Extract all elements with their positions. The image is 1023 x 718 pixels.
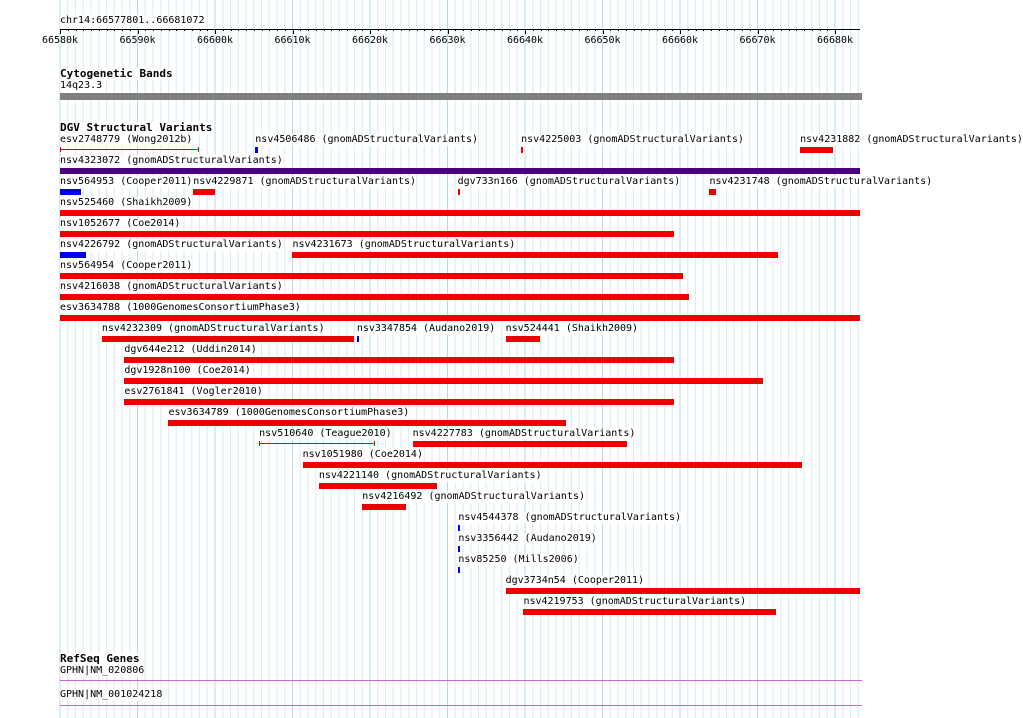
gene-label-nm-020806: GPHN|NM_020806: [60, 665, 145, 676]
variant-feature[interactable]: [60, 168, 860, 174]
ruler-minor-tick: [510, 29, 511, 31]
refseq-track-title: RefSeq Genes: [60, 652, 140, 665]
ruler-minor-tick: [548, 29, 549, 31]
ruler-tick-label: 66650k: [584, 35, 621, 46]
ruler-minor-tick: [262, 29, 263, 31]
ruler-minor-tick: [533, 29, 534, 31]
ruler-tick: [138, 29, 139, 34]
variant-feature[interactable]: [357, 336, 359, 342]
variant-label: nsv4506486 (gnomADStructuralVariants): [255, 134, 479, 145]
ruler-tick: [680, 29, 681, 34]
ruler-tick-label: 66610k: [274, 35, 311, 46]
ruler-tick-label: 66580k: [41, 35, 79, 46]
ruler-minor-tick: [541, 29, 542, 31]
ruler-tick: [525, 29, 526, 34]
variant-feature[interactable]: [255, 147, 257, 153]
ruler-minor-tick: [277, 29, 278, 31]
ruler-minor-tick: [300, 29, 301, 31]
variant-label: esv3634789 (1000GenomesConsortiumPhase3): [168, 407, 410, 418]
variant-label: nsv564954 (Cooper2011): [60, 260, 193, 271]
ruler-minor-tick: [626, 29, 627, 31]
variant-label: nsv4231882 (gnomADStructuralVariants): [800, 134, 1023, 145]
ruler-minor-tick: [719, 29, 720, 31]
ruler-minor-tick: [781, 29, 782, 31]
variant-label: nsv1051980 (Coe2014): [302, 449, 423, 460]
variant-feature[interactable]: [124, 378, 763, 384]
ruler-minor-tick: [463, 29, 464, 31]
variant-feature[interactable]: [60, 294, 689, 300]
variant-label: nsv85250 (Mills2006): [458, 554, 579, 565]
ruler-minor-tick: [765, 29, 766, 31]
ruler-tick: [293, 29, 294, 34]
ruler-tick: [370, 29, 371, 34]
ruler-minor-tick: [176, 29, 177, 31]
variant-feature[interactable]: [709, 189, 715, 195]
ruler-minor-tick: [703, 29, 704, 31]
ruler-minor-tick: [804, 29, 805, 31]
variant-label: nsv4216038 (gnomADStructuralVariants): [60, 281, 283, 292]
ruler-minor-tick: [107, 29, 108, 31]
ruler-minor-tick: [378, 29, 379, 31]
variant-feature[interactable]: [506, 336, 541, 342]
ruler-minor-tick: [145, 29, 146, 31]
variant-label: nsv564953 (Cooper2011): [60, 176, 193, 187]
ruler-minor-tick: [486, 29, 487, 31]
ruler-minor-tick: [727, 29, 728, 31]
ruler-minor-tick: [68, 29, 69, 31]
ruler-minor-tick: [269, 29, 270, 31]
variant-label: nsv4227783 (gnomADStructuralVariants): [412, 428, 636, 439]
variant-feature[interactable]: [458, 525, 460, 531]
ruler-minor-tick: [362, 29, 363, 31]
ruler-tick-label: 66630k: [429, 35, 466, 46]
ruler-minor-tick: [773, 29, 774, 31]
dgv-track-title: DGV Structural Variants: [60, 121, 213, 134]
variant-label: nsv1052677 (Coe2014): [60, 218, 181, 229]
ruler-axis: [60, 29, 860, 30]
variant-feature[interactable]: [458, 567, 460, 573]
variant-label: nsv4231673 (gnomADStructuralVariants): [292, 239, 516, 250]
gene-model-nm-001024218[interactable]: [60, 705, 862, 706]
ruler-minor-tick: [471, 29, 472, 31]
variant-feature[interactable]: [60, 147, 199, 152]
ruler-minor-tick: [595, 29, 596, 31]
variant-feature[interactable]: [60, 231, 674, 237]
ruler-minor-tick: [238, 29, 239, 31]
ruler-tick-label: 66620k: [351, 35, 389, 46]
ruler-minor-tick: [153, 29, 154, 31]
ruler-minor-tick: [517, 29, 518, 31]
variant-feature[interactable]: [292, 252, 778, 258]
variant-label: nsv4323072 (gnomADStructuralVariants): [60, 155, 283, 166]
variant-label: esv3634788 (1000GenomesConsortiumPhase3): [60, 302, 301, 313]
ruler-minor-tick: [587, 29, 588, 31]
ruler-minor-tick: [254, 29, 255, 31]
ruler-minor-tick: [827, 29, 828, 31]
ruler-minor-tick: [316, 29, 317, 31]
variant-label: esv2748779 (Wong2012b): [60, 134, 193, 145]
ruler-minor-tick: [796, 29, 797, 31]
variant-label: dgv733n166 (gnomADStructuralVariants): [457, 176, 681, 187]
variant-feature[interactable]: [413, 441, 628, 447]
variant-label: nsv4221140 (gnomADStructuralVariants): [318, 470, 542, 481]
ruler-minor-tick: [207, 29, 208, 31]
ruler-minor-tick: [91, 29, 92, 31]
ruler-minor-tick: [401, 29, 402, 31]
variant-label: nsv524441 (Shaikh2009): [505, 323, 639, 334]
ruler-minor-tick: [432, 29, 433, 31]
ruler-minor-tick: [169, 29, 170, 31]
variant-feature[interactable]: [521, 147, 523, 153]
ruler-minor-tick: [812, 29, 813, 31]
ruler-minor-tick: [393, 29, 394, 31]
ruler-tick: [603, 29, 604, 34]
ruler-minor-tick: [750, 29, 751, 31]
variant-label: nsv4544378 (gnomADStructuralVariants): [458, 512, 682, 523]
variant-label: dgv3734n54 (Cooper2011): [505, 575, 645, 586]
ruler-tick: [448, 29, 449, 34]
variant-label: nsv4219753 (gnomADStructuralVariants): [523, 596, 747, 607]
variant-feature[interactable]: [319, 483, 437, 489]
variant-feature[interactable]: [168, 420, 566, 426]
variant-label: nsv525460 (Shaikh2009): [60, 197, 193, 208]
ruler-minor-tick: [161, 29, 162, 31]
ruler-tick-label: 66600k: [196, 35, 234, 46]
ruler-minor-tick: [610, 29, 611, 31]
variant-feature[interactable]: [60, 315, 860, 321]
ruler-minor-tick: [789, 29, 790, 31]
ruler-tick: [60, 29, 61, 34]
variant-label: dgv1928n100 (Coe2014): [124, 365, 251, 376]
ruler-minor-tick: [83, 29, 84, 31]
ruler-minor-tick: [556, 29, 557, 31]
variant-label: nsv3347854 (Audano2019): [356, 323, 496, 334]
ruler-tick: [835, 29, 836, 34]
ruler-tick-label: 66660k: [661, 35, 699, 46]
ruler-minor-tick: [192, 29, 193, 31]
ruler-minor-tick: [184, 29, 185, 31]
variant-feature[interactable]: [60, 252, 86, 258]
ruler-minor-tick: [579, 29, 580, 31]
ruler-tick: [758, 29, 759, 34]
ruler-minor-tick: [339, 29, 340, 31]
variant-label: nsv4225003 (gnomADStructuralVariants): [521, 134, 744, 145]
ruler-minor-tick: [99, 29, 100, 31]
ruler-minor-tick: [409, 29, 410, 31]
ruler-minor-tick: [246, 29, 247, 31]
ruler-tick-label: 66590k: [119, 35, 156, 46]
variant-feature[interactable]: [60, 189, 81, 195]
ruler-tick-label: 66670k: [739, 35, 776, 46]
ruler-minor-tick: [672, 29, 673, 31]
variant-label: nsv4232309 (gnomADStructuralVariants): [101, 323, 325, 334]
ruler-minor-tick: [696, 29, 697, 31]
ruler-minor-tick: [417, 29, 418, 31]
ruler-minor-tick: [820, 29, 821, 31]
ruler-tick-label: 66640k: [506, 35, 544, 46]
ruler-minor-tick: [122, 29, 123, 31]
ruler-minor-tick: [711, 29, 712, 31]
ruler-minor-tick: [114, 29, 115, 31]
ruler-minor-tick: [200, 29, 201, 31]
variant-label: nsv4231748 (gnomADStructuralVariants): [709, 176, 933, 187]
ruler-minor-tick: [742, 29, 743, 31]
ruler-minor-tick: [564, 29, 565, 31]
variant-label: esv2761841 (Vogler2010): [124, 386, 263, 397]
variant-label: nsv510640 (Teague2010): [259, 428, 392, 439]
variant-feature[interactable]: [458, 546, 460, 552]
cytoband-label: 14q23.3: [60, 80, 103, 91]
variant-feature[interactable]: [523, 609, 776, 615]
ruler-minor-tick: [424, 29, 425, 31]
variant-feature[interactable]: [60, 273, 683, 279]
ruler-tick: [215, 29, 216, 34]
ruler-minor-tick: [76, 29, 77, 31]
ruler-minor-tick: [285, 29, 286, 31]
variant-feature[interactable]: [800, 147, 833, 153]
variant-label: nsv3356442 (Audano2019): [458, 533, 597, 544]
variant-feature[interactable]: [458, 189, 460, 195]
ruler-minor-tick: [386, 29, 387, 31]
variant-label: nsv4229871 (gnomADStructuralVariants): [193, 176, 417, 187]
ruler-location: chr14:66577801..66681072: [60, 15, 205, 26]
ruler-minor-tick: [634, 29, 635, 31]
variant-feature[interactable]: [362, 504, 406, 510]
variant-label: dgv644e212 (Uddin2014): [124, 344, 257, 355]
variant-label: nsv4226792 (gnomADStructuralVariants): [60, 239, 283, 250]
ruler-minor-tick: [130, 29, 131, 31]
ruler-minor-tick: [649, 29, 650, 31]
ruler-minor-tick: [347, 29, 348, 31]
variant-feature[interactable]: [193, 189, 215, 195]
gene-label-nm-001024218: GPHN|NM_001024218: [60, 689, 163, 700]
ruler-minor-tick: [618, 29, 619, 31]
ruler-minor-tick: [308, 29, 309, 31]
ruler-minor-tick: [324, 29, 325, 31]
ruler-minor-tick: [455, 29, 456, 31]
ruler-minor-tick: [657, 29, 658, 31]
ruler-minor-tick: [665, 29, 666, 31]
cytoband-track-title: Cytogenetic Bands: [60, 67, 173, 80]
variant-feature[interactable]: [102, 336, 354, 342]
gene-model-nm-020806[interactable]: [60, 680, 862, 681]
variant-label: nsv4216492 (gnomADStructuralVariants): [362, 491, 585, 502]
ruler-minor-tick: [494, 29, 495, 31]
ruler-minor-tick: [502, 29, 503, 31]
ruler-minor-tick: [331, 29, 332, 31]
ruler-minor-tick: [688, 29, 689, 31]
ruler-minor-tick: [734, 29, 735, 31]
variant-feature[interactable]: [259, 441, 374, 446]
ruler-minor-tick: [572, 29, 573, 31]
cytoband-14q23-3[interactable]: [60, 93, 862, 100]
ruler-minor-tick: [479, 29, 480, 31]
variant-feature[interactable]: [124, 399, 673, 405]
ruler-minor-tick: [440, 29, 441, 31]
ruler-minor-tick: [641, 29, 642, 31]
ruler-minor-tick: [231, 29, 232, 31]
variant-feature[interactable]: [506, 588, 861, 594]
ruler-tick-label: 66680k: [816, 35, 854, 46]
variant-feature[interactable]: [124, 357, 673, 363]
variant-feature[interactable]: [60, 210, 860, 216]
ruler-minor-tick: [223, 29, 224, 31]
variant-feature[interactable]: [303, 462, 803, 468]
ruler-minor-tick: [355, 29, 356, 31]
